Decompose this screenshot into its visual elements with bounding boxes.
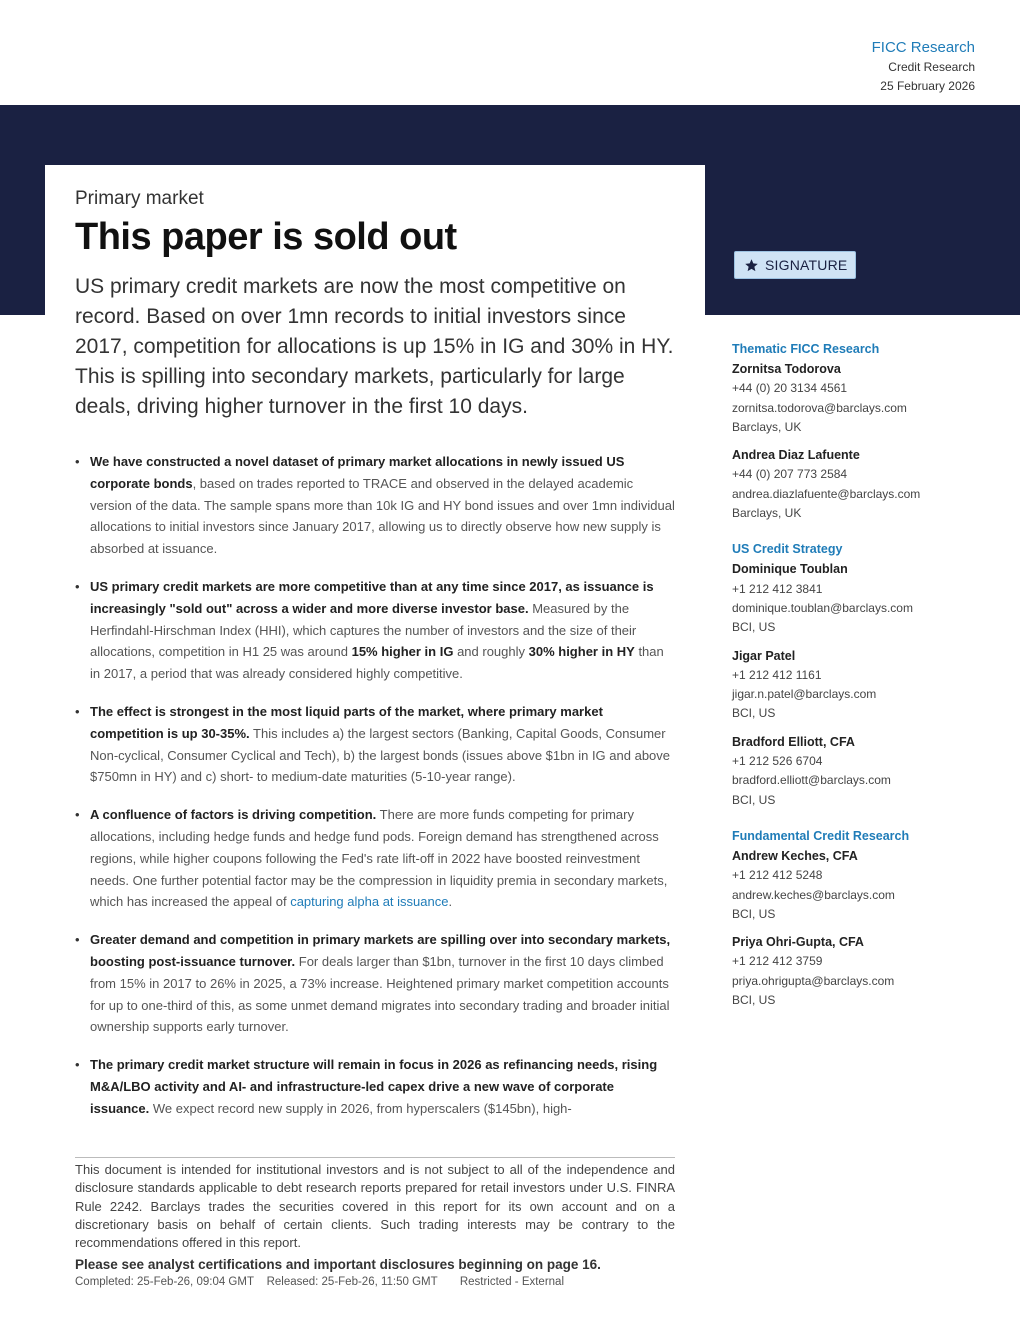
analyst-location: Barclays, UK	[732, 419, 802, 434]
key-point-lead: US primary credit markets are more competitive than at any time since 2017, as issuance is increasingly "sold out" across a wider and more diverse investor base.	[90, 578, 654, 616]
analyst-email[interactable]: bradford.elliott@barclays.com	[732, 773, 891, 788]
key-point-body: Measured by the Herfindahl-Hirschman Index (HHI), which captures the number of investors and the size of their allocations, competition in H1 25 was around	[90, 600, 637, 660]
analyst-contact	[732, 733, 992, 810]
analyst-name: Dominique Toublan	[732, 562, 848, 577]
key-point-item	[75, 701, 675, 788]
completed-timestamp: Completed: 25-Feb-26, 09:04 GMT	[75, 1276, 254, 1288]
analyst-contact	[732, 647, 992, 724]
analyst-email[interactable]: jigar.n.patel@barclays.com	[732, 687, 877, 702]
star-icon	[744, 258, 759, 273]
analyst-email[interactable]: andrew.keches@barclays.com	[732, 887, 895, 902]
key-point-body: This includes a) the largest sectors (Banking, Capital Goods, Consumer Non-cyclical, Consumer Cyclical and Tech), b) the largest bonds (issues above $1bn in IG and above $750mn in HY) and c) short- to medium-date maturities (5-10-year range).	[90, 725, 671, 785]
key-point-emphasis: 30% higher in HY	[528, 644, 635, 660]
analyst-phone: +1 212 526 6704	[732, 754, 823, 769]
analyst-group-heading: US Credit Strategy	[732, 542, 843, 557]
key-point-body: For deals larger than $1bn, turnover in the first 10 days climbed from 15% in 2017 to 26% in 2025, a 73% increase. Heightened primary market competition accounts for up to one-third of this, as some unmet demand migrates into secondary trading and broader initial ownership supports early turnover.	[90, 953, 670, 1035]
key-point-item	[75, 451, 675, 560]
key-point-body: than in 2017, a period that was already considered highly competitive.	[90, 644, 664, 682]
analyst-sidebar	[732, 340, 992, 1019]
key-point-body: We expect record new supply in 2026, from hyperscalers ($145bn), high-	[149, 1100, 572, 1116]
key-point-body: There are more funds competing for primary allocations, including hedge funds and hedge fund pods. Foreign demand has strengthened across regions, while higher coupons following the Fed's rate lift-off in 2022 have boosted reinvestment needs. One further potential factor may be the compression in liquidity premia in secondary markets, which has increased the appeal of	[90, 807, 668, 910]
analyst-email[interactable]: dominique.toublan@barclays.com	[732, 600, 913, 615]
analyst-phone: +1 212 412 5248	[732, 868, 823, 883]
key-point-item	[75, 804, 675, 913]
analyst-location: BCI, US	[732, 906, 776, 921]
analyst-name: Andrea Diaz Lafuente	[732, 448, 860, 463]
bullet-marker: •	[75, 932, 80, 948]
key-point-item	[75, 929, 675, 1038]
analyst-group-heading: Thematic FICC Research	[732, 342, 880, 356]
report-title: This paper is sold out	[75, 216, 457, 258]
key-point-body: and roughly	[453, 644, 529, 660]
analyst-location: Barclays, UK	[732, 506, 802, 521]
key-point-body: .	[448, 894, 453, 910]
analyst-location: BCI, US	[732, 620, 776, 635]
analyst-phone: +1 212 412 3841	[732, 581, 823, 596]
report-header	[872, 38, 975, 96]
bullet-marker: •	[75, 703, 80, 719]
key-point-emphasis: 15% higher in IG	[351, 644, 454, 660]
capturing-alpha-link[interactable]: capturing alpha at issuance	[290, 894, 449, 910]
classification-label: Restricted - External	[459, 1276, 565, 1288]
bullet-marker: •	[75, 454, 80, 469]
bullet-marker: •	[75, 1057, 80, 1073]
analyst-contact	[732, 446, 992, 523]
key-point-lead: Greater demand and competition in primary markets are spilling over into secondary markets, boosting post-issuance turnover.	[90, 932, 671, 969]
key-point-lead: We have constructed a novel dataset of primary market allocations in newly issued US corporate bonds	[90, 454, 625, 491]
analyst-group	[732, 827, 992, 1010]
report-kicker: Primary market	[75, 188, 204, 209]
analyst-name: Jigar Patel	[732, 648, 796, 663]
analyst-phone: +1 212 412 3759	[732, 954, 823, 969]
research-section-label: FICC Research	[871, 39, 975, 56]
key-point-body: , based on trades reported to TRACE and observed in the delayed academic version of the data. The sample spans more than 10k IG and HY bond issues and over 1mn individual allocations to initial investors since January 2017, allowing us to directly observe how new supply is absorbed at issuance.	[90, 475, 675, 557]
research-subsection-label: Credit Research	[888, 60, 975, 74]
analyst-name: Priya Ohri-Gupta, CFA	[732, 935, 864, 950]
analyst-phone: +44 (0) 207 773 2584	[732, 467, 848, 482]
analyst-name: Andrew Keches, CFA	[732, 848, 858, 863]
signature-badge-label: SIGNATURE	[765, 257, 848, 273]
disclosure-note: Please see analyst certifications and important disclosures beginning on page 16.	[75, 1257, 601, 1272]
analyst-phone: +44 (0) 20 3134 4561	[732, 381, 848, 396]
analyst-name: Bradford Elliott, CFA	[732, 734, 855, 749]
footer-status	[75, 1276, 564, 1288]
analyst-contact	[732, 933, 992, 1010]
analyst-location: BCI, US	[732, 993, 776, 1008]
key-point-lead: The effect is strongest in the most liquid parts of the market, where primary market competition is up 30-35%.	[90, 703, 603, 741]
disclaimer-text: This document is intended for institutional investors and is not subject to all of the independence and disclosure standards applicable to debt research reports prepared for retail investors under U.S. FINRA Rule 2242. Barclays trades the securities covered in this report for its own account and on a discretionary basis on behalf of certain clients. Such trading interests may be contrary to the recommendations offered in this report.	[75, 1162, 675, 1251]
disclaimer-divider	[75, 1157, 675, 1158]
key-point-lead: A confluence of factors is driving competition.	[90, 807, 377, 823]
analyst-contact	[732, 847, 992, 924]
analyst-group	[732, 340, 992, 523]
analyst-group	[732, 540, 992, 810]
analyst-name: Zornitsa Todorova	[732, 362, 841, 376]
bullet-marker: •	[75, 807, 80, 823]
analyst-group-heading: Fundamental Credit Research	[732, 828, 910, 843]
analyst-location: BCI, US	[732, 706, 776, 721]
analyst-location: BCI, US	[732, 792, 776, 807]
key-point-item	[75, 1054, 675, 1119]
key-points-list	[75, 451, 675, 1120]
analyst-contact	[732, 560, 992, 637]
bullet-marker: •	[75, 578, 80, 594]
analyst-contact	[732, 360, 992, 437]
released-timestamp: Released: 25-Feb-26, 11:50 GMT	[266, 1276, 438, 1288]
analyst-email[interactable]: priya.ohrigupta@barclays.com	[732, 973, 895, 988]
analyst-phone: +1 212 412 1161	[732, 667, 822, 682]
analyst-email[interactable]: andrea.diazlafuente@barclays.com	[732, 486, 921, 501]
signature-badge	[734, 251, 856, 279]
key-point-lead: The primary credit market structure will remain in focus in 2026 as refinancing needs, rising M&A/LBO activity and AI- and infrastructure-led capex drive a new wave of corporate issuance.	[90, 1057, 658, 1116]
key-point-item	[75, 576, 675, 685]
analyst-email[interactable]: zornitsa.todorova@barclays.com	[732, 400, 907, 415]
report-date: 25 February 2026	[880, 79, 975, 93]
report-summary: US primary credit markets are now the most competitive on record. Based on over 1mn records to initial investors since 2017, competition for allocations is up 15% in IG and 30% in HY. This is spilling into secondary markets, particularly for large deals, driving higher turnover in the first 10 days.	[75, 275, 674, 418]
